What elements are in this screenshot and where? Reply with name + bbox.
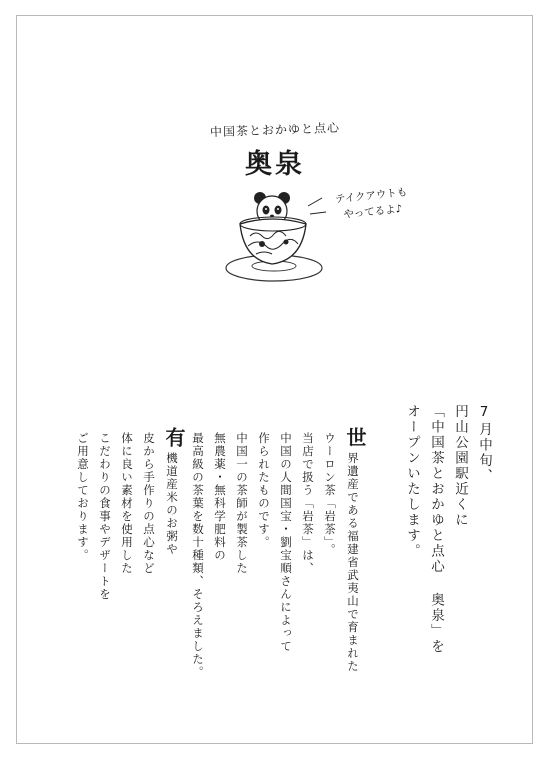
paragraph2-line: ご用意しております。 bbox=[76, 432, 90, 562]
takeout-note-line1: テイクアウトも bbox=[334, 186, 408, 206]
paragraph2-line: こだわりの食事やデザートを bbox=[98, 432, 112, 601]
paragraph1-line: 作られたものです。 bbox=[257, 432, 271, 549]
paragraph2-line: 機道産米のお粥や bbox=[165, 452, 179, 556]
paragraph2-drop-cap: 有 bbox=[162, 427, 186, 447]
paragraph1-line: 界遺産である福建省武夷山で育まれた bbox=[346, 452, 360, 673]
tea-cup-panda-illustration bbox=[222, 184, 332, 284]
paragraph2-line: 皮から手作りの点心など bbox=[142, 432, 156, 575]
takeout-note-line2: やってるよ♪ bbox=[342, 202, 403, 222]
paragraph1-line: 無農薬・無科学肥料の bbox=[213, 432, 227, 562]
paragraph2-line: 体に良い素材を使用した bbox=[120, 432, 134, 575]
intro-line: 「中国茶とおかゆと点心 奥泉」を bbox=[428, 404, 444, 655]
shop-title: 奥泉 bbox=[245, 149, 305, 180]
paragraph1-line: 中国の人間国宝・劉宝順さんによって bbox=[279, 432, 293, 653]
intro-line: オープンいたします。 bbox=[404, 404, 420, 559]
paragraph1-line: 最高級の茶葉を数十種類、そろえました。 bbox=[191, 432, 205, 679]
paragraph1-drop-cap: 世 bbox=[343, 427, 367, 447]
shop-subtitle: 中国茶とおかゆと点心 bbox=[209, 120, 341, 140]
paragraph1-line: 当店で扱う「岩茶」は、 bbox=[301, 432, 315, 575]
paragraph1-line: 中国一の茶師が製茶した bbox=[235, 432, 249, 575]
intro-line: 円山公園駅近くに bbox=[452, 404, 468, 528]
paragraph1-line: ウーロン茶「岩茶」。 bbox=[323, 432, 337, 557]
intro-line: 7月中旬、 bbox=[476, 404, 492, 484]
